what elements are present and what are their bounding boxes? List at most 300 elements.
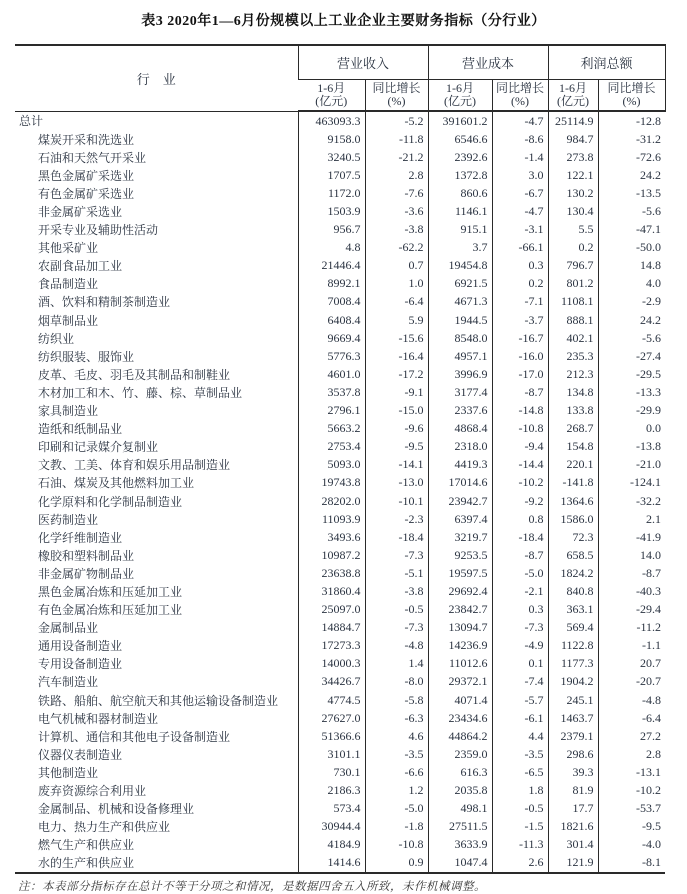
table-row (15, 202, 665, 220)
value-cell: -4.0 (598, 836, 665, 854)
value-cell: 21446.4 (298, 257, 365, 275)
industry-name-cell: 仪器仪表制造业 (38, 747, 123, 762)
value-cell: 23434.6 (428, 709, 492, 727)
value-cell: -9.4 (492, 438, 548, 456)
table-row (15, 800, 665, 818)
value-cell: 2.8 (598, 745, 665, 763)
value-cell: -2.1 (492, 582, 548, 600)
table-row (15, 582, 665, 600)
value-cell: 27.2 (598, 727, 665, 745)
profit-growth-header (598, 80, 665, 112)
value-cell: -141.8 (548, 474, 598, 492)
revenue-value-header (298, 80, 365, 112)
industry-name-cell: 文教、工美、体育和娱乐用品制造业 (38, 458, 231, 473)
value-cell: 1503.9 (298, 202, 365, 220)
table-row (15, 402, 665, 420)
value-cell: 2796.1 (298, 402, 365, 420)
value-cell: 1586.0 (548, 510, 598, 528)
value-cell: -6.6 (365, 763, 428, 781)
value-cell: 1364.6 (548, 492, 598, 510)
table-row (15, 239, 665, 257)
industry-name-cell: 农副食品加工业 (38, 259, 123, 274)
value-cell: 212.3 (548, 365, 598, 383)
cost-growth-header (492, 80, 548, 112)
value-cell: 6546.6 (428, 130, 492, 148)
value-cell: 4868.4 (428, 420, 492, 438)
value-cell: -12.8 (598, 111, 665, 130)
value-cell: -4.9 (492, 637, 548, 655)
value-cell: -9.5 (598, 818, 665, 836)
value-cell: 4774.5 (298, 691, 365, 709)
value-cell: -10.1 (365, 492, 428, 510)
value-cell: 30944.4 (298, 818, 365, 836)
page-title: 表3 2020年1—6月份规模以上工业企业主要财务指标（分行业） (141, 14, 546, 29)
industry-name-cell: 通用设备制造业 (38, 639, 123, 654)
value-cell: -50.0 (598, 239, 665, 257)
table-row (15, 166, 665, 184)
group-header-revenue: 营业收入 (298, 45, 428, 80)
value-cell: 34426.7 (298, 673, 365, 691)
value-cell: -5.8 (365, 691, 428, 709)
value-cell: 0.2 (548, 239, 598, 257)
table-row (15, 111, 665, 130)
value-cell: -3.5 (492, 745, 548, 763)
value-cell: -53.7 (598, 800, 665, 818)
industry-name-cell: 铁路、船舶、航空航天和其他运输设备制造业 (38, 693, 279, 708)
industry-name-cell: 纺织业 (38, 331, 75, 346)
value-cell: -16.7 (492, 329, 548, 347)
value-cell: 0.0 (598, 420, 665, 438)
industry-name-cell: 其他制造业 (38, 765, 99, 780)
sub-header-line: (亿元) (557, 94, 590, 108)
footnote: 注：本表部分指标存在总计不等于分项之和情况，是数据四舍五入所致，未作机械调整。 (18, 880, 486, 893)
industry-name-cell: 非金属矿物制品业 (38, 566, 135, 581)
industry-name-cell: 计算机、通信和其他电子设备制造业 (38, 729, 231, 744)
industry-name-cell: 总计 (19, 114, 44, 129)
table-row (15, 257, 665, 275)
table-row (15, 293, 665, 311)
value-cell: -7.1 (492, 293, 548, 311)
value-cell: 658.5 (548, 546, 598, 564)
sub-header-line: (亿元) (444, 94, 477, 108)
sub-header-line: 1-6月 (559, 81, 588, 95)
value-cell: 5093.0 (298, 456, 365, 474)
value-cell: -1.4 (492, 148, 548, 166)
value-cell: 1944.5 (428, 311, 492, 329)
value-cell: -29.5 (598, 365, 665, 383)
value-cell: 14000.3 (298, 655, 365, 673)
industry-name-cell: 黑色金属矿采选业 (38, 168, 135, 183)
value-cell: 3101.1 (298, 745, 365, 763)
table-row (15, 709, 665, 727)
value-cell: -4.7 (492, 202, 548, 220)
value-cell: 569.4 (548, 619, 598, 637)
value-cell: -10.8 (365, 836, 428, 854)
value-cell: 2.6 (492, 854, 548, 873)
value-cell: 796.7 (548, 257, 598, 275)
sub-header-line: (亿元) (315, 94, 348, 108)
value-cell: 121.9 (548, 854, 598, 873)
value-cell: 14.0 (598, 546, 665, 564)
group-header-row (15, 45, 665, 80)
value-cell: 23638.8 (298, 564, 365, 582)
value-cell: 19454.8 (428, 257, 492, 275)
industry-name-cell: 有色金属冶炼和压延加工业 (38, 603, 183, 618)
value-cell: -1.5 (492, 818, 548, 836)
value-cell: -15.0 (365, 402, 428, 420)
value-cell: 4601.0 (298, 365, 365, 383)
value-cell: -6.4 (598, 709, 665, 727)
value-cell: 31860.4 (298, 582, 365, 600)
value-cell: 2359.0 (428, 745, 492, 763)
value-cell: 616.3 (428, 763, 492, 781)
table-row (15, 347, 665, 365)
value-cell: 273.8 (548, 148, 598, 166)
value-cell: 363.1 (548, 601, 598, 619)
value-cell: 2035.8 (428, 781, 492, 799)
value-cell: 13094.7 (428, 619, 492, 637)
value-cell: -3.8 (365, 221, 428, 239)
industry-name-cell: 金属制品业 (38, 621, 99, 636)
table-row (15, 275, 665, 293)
industry-name-cell: 电力、热力生产和供应业 (38, 820, 171, 835)
value-cell: -3.8 (365, 582, 428, 600)
value-cell: 6921.5 (428, 275, 492, 293)
industry-name-cell: 烟草制品业 (38, 313, 99, 328)
value-cell: 3493.6 (298, 528, 365, 546)
value-cell: -18.4 (492, 528, 548, 546)
value-cell: 298.6 (548, 745, 598, 763)
value-cell: -41.9 (598, 528, 665, 546)
value-cell: 4.6 (365, 727, 428, 745)
value-cell: 1.4 (365, 655, 428, 673)
value-cell: 268.7 (548, 420, 598, 438)
table-row (15, 456, 665, 474)
value-cell: 1177.3 (548, 655, 598, 673)
industry-name-cell: 开采专业及辅助性活动 (38, 223, 159, 238)
table-row (15, 564, 665, 582)
value-cell: 1122.8 (548, 637, 598, 655)
table-row (15, 148, 665, 166)
sub-header-line: 1-6月 (317, 81, 346, 95)
sub-header-line: (%) (622, 94, 641, 108)
value-cell: 1108.1 (548, 293, 598, 311)
value-cell: 1.0 (365, 275, 428, 293)
value-cell: 4.0 (598, 275, 665, 293)
value-cell: 3633.9 (428, 836, 492, 854)
value-cell: 0.1 (492, 655, 548, 673)
value-cell: 1824.2 (548, 564, 598, 582)
value-cell: -16.0 (492, 347, 548, 365)
table-row (15, 546, 665, 564)
value-cell: -72.6 (598, 148, 665, 166)
value-cell: 1047.4 (428, 854, 492, 873)
value-cell: 11093.9 (298, 510, 365, 528)
value-cell: 2337.6 (428, 402, 492, 420)
value-cell: 0.2 (492, 275, 548, 293)
value-cell: -17.2 (365, 365, 428, 383)
table-row (15, 130, 665, 148)
value-cell: -3.7 (492, 311, 548, 329)
value-cell: 2753.4 (298, 438, 365, 456)
value-cell: 3240.5 (298, 148, 365, 166)
financial-indicators-table (15, 44, 666, 874)
value-cell: 573.4 (298, 800, 365, 818)
value-cell: -5.0 (492, 564, 548, 582)
table-row (15, 655, 665, 673)
industry-name-cell: 废弃资源综合利用业 (38, 784, 147, 799)
value-cell: 8992.1 (298, 275, 365, 293)
value-cell: 2392.6 (428, 148, 492, 166)
revenue-growth-header (365, 80, 428, 112)
table-body (15, 111, 665, 873)
value-cell: -20.7 (598, 673, 665, 691)
table-row (15, 311, 665, 329)
value-cell: 134.8 (548, 383, 598, 401)
industry-name-cell: 有色金属矿采选业 (38, 186, 135, 201)
value-cell: 72.3 (548, 528, 598, 546)
value-cell: 4671.3 (428, 293, 492, 311)
value-cell: -5.7 (492, 691, 548, 709)
value-cell: 730.1 (298, 763, 365, 781)
value-cell: 6408.4 (298, 311, 365, 329)
value-cell: -2.3 (365, 510, 428, 528)
value-cell: -7.3 (365, 619, 428, 637)
group-header-profit: 利润总额 (548, 45, 665, 80)
value-cell: -9.2 (492, 492, 548, 510)
value-cell: -5.1 (365, 564, 428, 582)
sub-header-line: 同比增长 (372, 81, 421, 95)
value-cell: -13.0 (365, 474, 428, 492)
industry-name-cell: 专用设备制造业 (38, 657, 123, 672)
value-cell: -7.6 (365, 184, 428, 202)
value-cell: -62.2 (365, 239, 428, 257)
value-cell: 4184.9 (298, 836, 365, 854)
value-cell: -5.0 (365, 800, 428, 818)
value-cell: 1372.8 (428, 166, 492, 184)
value-cell: 2318.0 (428, 438, 492, 456)
value-cell: 2.8 (365, 166, 428, 184)
table-row (15, 727, 665, 745)
table-row (15, 781, 665, 799)
value-cell: -11.8 (365, 130, 428, 148)
value-cell: 4.8 (298, 239, 365, 257)
table-row (15, 383, 665, 401)
value-cell: -8.6 (492, 130, 548, 148)
value-cell: 2379.1 (548, 727, 598, 745)
industry-name-cell: 煤炭开采和洗选业 (38, 132, 135, 147)
industry-name-cell: 汽车制造业 (38, 675, 99, 690)
value-cell: 391601.2 (428, 111, 492, 130)
value-cell: 25114.9 (548, 111, 598, 130)
value-cell: 51366.6 (298, 727, 365, 745)
value-cell: -5.6 (598, 329, 665, 347)
value-cell: 4957.1 (428, 347, 492, 365)
industry-name-cell: 医药制造业 (38, 512, 99, 527)
value-cell: -4.8 (598, 691, 665, 709)
value-cell: -29.9 (598, 402, 665, 420)
sub-header-line: (%) (511, 94, 530, 108)
value-cell: -6.3 (365, 709, 428, 727)
value-cell: -6.5 (492, 763, 548, 781)
value-cell: 27511.5 (428, 818, 492, 836)
value-cell: 19743.8 (298, 474, 365, 492)
value-cell: 402.1 (548, 329, 598, 347)
value-cell: -6.7 (492, 184, 548, 202)
value-cell: 19597.5 (428, 564, 492, 582)
industry-name-cell: 金属制品、机械和设备修理业 (38, 802, 195, 817)
value-cell: 5663.2 (298, 420, 365, 438)
value-cell: 29692.4 (428, 582, 492, 600)
table-row (15, 619, 665, 637)
value-cell: 860.6 (428, 184, 492, 202)
value-cell: 0.8 (492, 510, 548, 528)
value-cell: -8.7 (492, 546, 548, 564)
value-cell: -8.1 (598, 854, 665, 873)
value-cell: 81.9 (548, 781, 598, 799)
value-cell: 27627.0 (298, 709, 365, 727)
value-cell: -3.1 (492, 221, 548, 239)
value-cell: -13.3 (598, 383, 665, 401)
value-cell: 0.9 (365, 854, 428, 873)
value-cell: 25097.0 (298, 601, 365, 619)
value-cell: -32.2 (598, 492, 665, 510)
value-cell: 24.2 (598, 166, 665, 184)
industry-name-cell: 化学原料和化学制品制造业 (38, 494, 183, 509)
industry-name-cell: 其他采矿业 (38, 241, 99, 256)
value-cell: 8548.0 (428, 329, 492, 347)
value-cell: -5.2 (365, 111, 428, 130)
sub-header-line: 同比增长 (607, 81, 656, 95)
table-row (15, 438, 665, 456)
table-row (15, 492, 665, 510)
table-row (15, 365, 665, 383)
value-cell: -14.8 (492, 402, 548, 420)
value-cell: -6.1 (492, 709, 548, 727)
table-header (15, 45, 665, 111)
value-cell: 956.7 (298, 221, 365, 239)
industry-name-cell: 石油、煤炭及其他燃料加工业 (38, 476, 195, 491)
value-cell: -1.8 (365, 818, 428, 836)
table-row (15, 510, 665, 528)
value-cell: 5.5 (548, 221, 598, 239)
value-cell: 1172.0 (298, 184, 365, 202)
value-cell: -6.4 (365, 293, 428, 311)
value-cell: 130.2 (548, 184, 598, 202)
value-cell: 1463.7 (548, 709, 598, 727)
value-cell: 11012.6 (428, 655, 492, 673)
table-row (15, 691, 665, 709)
value-cell: 14884.7 (298, 619, 365, 637)
value-cell: 2186.3 (298, 781, 365, 799)
value-cell: -7.3 (365, 546, 428, 564)
value-cell: 23842.7 (428, 601, 492, 619)
value-cell: 1707.5 (298, 166, 365, 184)
table-row (15, 673, 665, 691)
value-cell: 0.3 (492, 257, 548, 275)
value-cell: 245.1 (548, 691, 598, 709)
value-cell: -7.3 (492, 619, 548, 637)
value-cell: 122.1 (548, 166, 598, 184)
value-cell: 840.8 (548, 582, 598, 600)
value-cell: 801.2 (548, 275, 598, 293)
group-header-cost: 营业成本 (428, 45, 548, 80)
value-cell: -17.0 (492, 365, 548, 383)
value-cell: -2.9 (598, 293, 665, 311)
table-row (15, 474, 665, 492)
value-cell: -11.3 (492, 836, 548, 854)
value-cell: 130.4 (548, 202, 598, 220)
value-cell: -8.7 (492, 383, 548, 401)
value-cell: 3996.9 (428, 365, 492, 383)
value-cell: -9.5 (365, 438, 428, 456)
sub-header-line: (%) (387, 94, 406, 108)
value-cell: 24.2 (598, 311, 665, 329)
value-cell: -13.1 (598, 763, 665, 781)
value-cell: -8.7 (598, 564, 665, 582)
value-cell: 5.9 (365, 311, 428, 329)
industry-name-cell: 电气机械和器材制造业 (38, 711, 159, 726)
value-cell: 1821.6 (548, 818, 598, 836)
value-cell: 2.1 (598, 510, 665, 528)
value-cell: -8.0 (365, 673, 428, 691)
value-cell: -10.2 (598, 781, 665, 799)
table-row (15, 745, 665, 763)
value-cell: 29372.1 (428, 673, 492, 691)
value-cell: -3.5 (365, 745, 428, 763)
value-cell: -18.4 (365, 528, 428, 546)
value-cell: 3.7 (428, 239, 492, 257)
value-cell: 10987.2 (298, 546, 365, 564)
value-cell: 301.4 (548, 836, 598, 854)
value-cell: -10.8 (492, 420, 548, 438)
value-cell: 1.8 (492, 781, 548, 799)
industry-name-cell: 印刷和记录媒介复制业 (38, 440, 159, 455)
sub-header-line: 1-6月 (446, 81, 475, 95)
value-cell: -5.6 (598, 202, 665, 220)
value-cell: 1.2 (365, 781, 428, 799)
cost-value-header (428, 80, 492, 112)
value-cell: -47.1 (598, 221, 665, 239)
industry-column-header: 行 业 (15, 45, 298, 111)
value-cell: -13.5 (598, 184, 665, 202)
value-cell: -21.0 (598, 456, 665, 474)
value-cell: 888.1 (548, 311, 598, 329)
table-row (15, 836, 665, 854)
value-cell: 17014.6 (428, 474, 492, 492)
industry-name-cell: 酒、饮料和精制茶制造业 (38, 295, 171, 310)
industry-name-cell: 水的生产和供应业 (38, 856, 135, 871)
value-cell: 44864.2 (428, 727, 492, 745)
value-cell: 5776.3 (298, 347, 365, 365)
value-cell: -14.1 (365, 456, 428, 474)
value-cell: 3177.4 (428, 383, 492, 401)
value-cell: -0.5 (492, 800, 548, 818)
industry-name-cell: 非金属矿采选业 (38, 205, 123, 220)
value-cell: -9.1 (365, 383, 428, 401)
table-row (15, 854, 665, 873)
value-cell: -0.5 (365, 601, 428, 619)
value-cell: 7008.4 (298, 293, 365, 311)
table-row (15, 221, 665, 239)
value-cell: 17.7 (548, 800, 598, 818)
value-cell: -124.1 (598, 474, 665, 492)
value-cell: 133.8 (548, 402, 598, 420)
table-row (15, 329, 665, 347)
industry-name-cell: 化学纤维制造业 (38, 530, 123, 545)
value-cell: 23942.7 (428, 492, 492, 510)
value-cell: 463093.3 (298, 111, 365, 130)
